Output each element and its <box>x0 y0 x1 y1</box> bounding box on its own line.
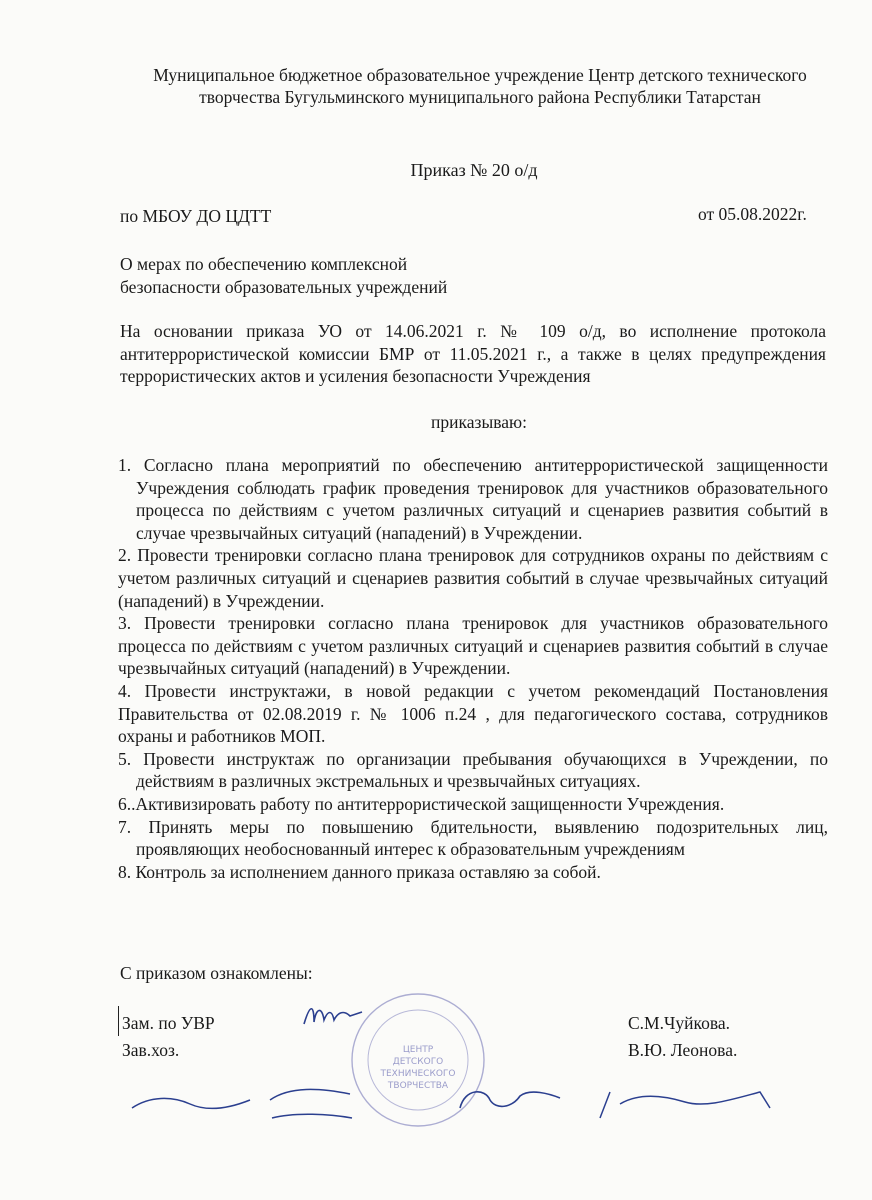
order-item: 3. Провести тренировки согласно плана тренировок для участников образовательного процесса по действиям с учетом различных ситуаций и сценариев развития событий в случае чрезвычайных ситуаций (нападений) в Учреждении. <box>118 613 828 679</box>
order-date: от 05.08.2022г. <box>698 204 807 224</box>
preamble-paragraph: На основании приказа УО от 14.06.2021 г. № 109 о/д, во исполнение протокола антитеррористической комиссии БМР от 11.05.2021 г., а также в целях предупреждения террористических актов и усиления безопасности Учреждения <box>120 321 826 386</box>
svg-text:ТВОРЧЕСТВА: ТВОРЧЕСТВА <box>387 1081 449 1091</box>
order-item: 1. Согласно плана мероприятий по обеспечению антитеррористической защищенности Учреждения соблюдать график проведения тренировок для участников образовательного процесса по действиям с учетом различных ситуаций и сценариев развития событий в случае чрезвычайных ситуаций (нападений) в Учреждении. <box>118 455 828 543</box>
organization-header: Муниципальное бюджетное образовательное учреждение Центр детского технического творчества Бугульминского муниципального района Республики Татарстан <box>153 65 807 107</box>
signatory-position: Зав.хоз. <box>122 1040 180 1060</box>
director-handwritten-signature <box>120 1078 800 1138</box>
order-item: 5. Провести инструктаж по организации пребывания обучающихся в Учреждении, по действиям в различных экстремальных и чрезвычайных ситуациях. <box>118 748 828 792</box>
order-item: 2. Провести тренировки согласно плана тренировок для сотрудников охраны по действиям с учетом различных ситуаций и сценариев развития событий в случае чрезвычайных ситуаций (нападений) в Учреждении. <box>118 545 828 611</box>
signatory-names <box>628 1010 737 1064</box>
order-subject <box>120 253 540 299</box>
subject-line: безопасности образовательных учреждений <box>120 277 448 297</box>
acknowledgement-label: С приказом ознакомлены: <box>120 963 313 983</box>
organization-short-name: по МБОУ ДО ЦДТТ <box>120 206 272 226</box>
signatory-positions <box>122 1010 215 1064</box>
decree-word: приказываю: <box>431 412 527 432</box>
order-item: 4. Провести инструктажи, в новой редакции с учетом рекомендаций Постановления Правительства от 02.08.2019 г. № 1006 п.24 , для педагогического состава, сотрудников охраны и работников МОП. <box>118 680 828 747</box>
svg-text:ЦЕНТР: ЦЕНТР <box>402 1045 434 1055</box>
order-item: 7. Принять меры по повышению бдительности, выявлению подозрительных лиц, проявляющих необоснованный интерес к образовательным учреждениям <box>118 816 828 860</box>
signatory-position: Зам. по УВР <box>122 1013 215 1033</box>
signatory-name: В.Ю. Леонова. <box>628 1040 738 1060</box>
order-item: 6..Активизировать работу по антитеррористической защищенности Учреждения. <box>118 793 725 814</box>
subject-line: О мерах по обеспечению комплексной <box>120 254 408 274</box>
order-items-list <box>118 454 828 883</box>
order-item: 8. Контроль за исполнением данного приказа оставляю за собой. <box>118 861 601 882</box>
order-title: Приказ № 20 о/д <box>410 160 538 180</box>
svg-text:ДЕТСКОГО: ДЕТСКОГО <box>392 1057 444 1067</box>
signatory-name: С.М.Чуйкова. <box>628 1013 731 1033</box>
svg-text:ТЕХНИЧЕСКОГО: ТЕХНИЧЕСКОГО <box>380 1069 456 1079</box>
